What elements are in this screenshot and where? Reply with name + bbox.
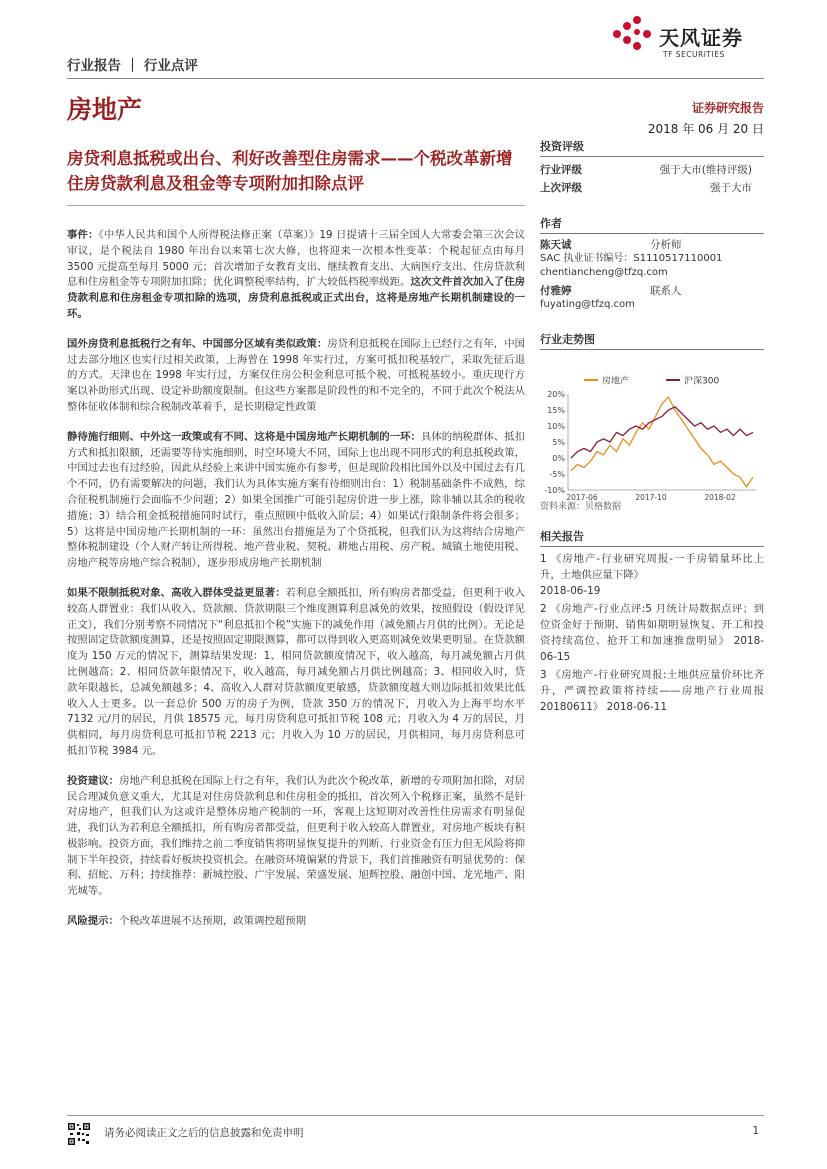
footer-divider: [67, 1115, 764, 1116]
brand-logo: [607, 12, 767, 74]
prev-rating-label: 上次评级: [540, 182, 582, 194]
report-type: 行业报告 ｜ 行业点评: [67, 58, 198, 74]
report-kind: 证券研究报告: [691, 101, 764, 115]
para-lead: 如果不限制抵税对象、高收入群体受益更显著：: [67, 586, 286, 599]
y-tick-label: 20%: [547, 390, 565, 399]
y-tick-label: 0%: [552, 454, 565, 463]
trend-chart: [540, 354, 764, 504]
paragraph-awaiting: [67, 430, 525, 572]
disclaimer: 请务必阅读正文之后的信息披露和免责申明: [104, 1127, 304, 1139]
author-role: 联系人: [650, 285, 682, 297]
qr-code-icon: [67, 1122, 91, 1146]
author-name: 付雅婷: [540, 285, 572, 297]
para-lead: 国外房贷利息抵税行之有年、中国部分区域有类似政策：: [67, 337, 328, 350]
author-1: [540, 238, 764, 280]
related-report-date: 2018-06-11: [606, 701, 667, 713]
para-lead: 风险提示：: [67, 915, 119, 928]
report-date: 2018 年 06 月 20 日: [647, 122, 764, 136]
author-email[interactable]: fuyating@tfzq.com: [540, 299, 635, 310]
prev-rating-value: 强于大市: [710, 182, 752, 194]
report-title: 房贷利息抵税或出台、利好改善型住房需求——个税改革新增住房贷款利息及租金等专项附加扣除点评: [67, 149, 513, 193]
chart-head: 行业走势图: [540, 331, 764, 350]
legend-label: 房地产: [602, 376, 630, 387]
author-name: 陈天诚: [540, 239, 572, 251]
para-text: 个税改革进展不达预期，政策调控超预期: [118, 915, 306, 928]
related-report-item[interactable]: [540, 551, 764, 599]
para-text: 具体的纳税群体、抵扣方式和抵扣限额，还需要等待实施细则，时空环境大不同，国际上也出现不同形式的利息抵税政策，中国过去也有过经验，因此从经验上来讲中国实施亦有参考，但是现阶段相比国外以及中国过去有几个不同，仍有需要解决的问题，我们认为具体实施方案有待细则出台：1）税制基础条件不成熟，综合征税机制施行会面临不少问题；2）如果全国推广可能引起房价进一步上涨，除非辅以其余的税收措施；3）结合租金抵税措施同时试行，重点照顾中低收入阶层；4）如果试行限制条件将会很多；5）这将是中国房地产长期机制的一环：虽然出台措施是为了个贷抵税，但我们认为这将结合房地产整体税制建设（个人财产转让所得税、地产营业税、契税、耕地占用税、房产税、城镇土地使用税、房地产税等房地产综合税制），逐步形成房地产长期机制: [67, 430, 525, 570]
para-text: 若利息全额抵扣，所有购房者都受益，但更利于收入较高人群置业：我们从收入、贷款额、贷款期限三个维度测算利息减免的效果，按照假设（假设详见正文），我们分别考察不同情况下“利息抵扣个税”实施下的减免作用（减免额占月供的比例）。无论是按照固定贷款额度测算，还是按照固定期限测算，都可以得到收入更高则减免效果更明显。在贷款额度为 150 万元的情况下，测算结果发现：1、相同贷款额度情况下，收入越高，每月减免额占月供比例越高；2、相同贷款年限情况下，收入越高，每月减免额占月供比例越高；3、相同收入时，贷款年限越长，总减免额越多；4、高收入人群对贷款额度更敏感，贷款额度越大则边际抵扣效果比低收入人士更多。以一套总价 500 万的房子为例，贷款 350 万的情况下，月收入为上海平均水平 7132 元/月的居民，月供 18575 元，每月房贷利息可抵扣节税 108 元；月收入为 4 万的居民，月供相同，每月房贷利息可抵扣节税 2213 元；月收入为 10 万的居民，月供相同，每月房贷利息可抵扣节税 3984 元。: [67, 586, 526, 757]
y-tick-label: -10%: [544, 486, 565, 495]
authors-panel: [540, 215, 764, 316]
industry-rating-value: 强于大市(维持评级): [659, 164, 752, 176]
y-tick-label: 15%: [547, 406, 565, 415]
related-report-item[interactable]: [540, 601, 764, 665]
title-divider: [67, 205, 525, 206]
sector-title: 房地产: [67, 95, 143, 124]
prev-rating-row: [540, 179, 764, 197]
related-reports-panel: [540, 528, 764, 717]
trend-chart-panel: [540, 331, 764, 508]
para-text: 房地产利息抵税在国际上行之有年，我们认为此次个税改革，新增的专项附加扣除，对居民合理减负意义重大，尤其是对住房贷款利息和住房租金的抵扣，首次列入个税修正案，虽然不是针对房地产，但我们认为这或许是整体房地产税制的一环，客观上这短期对改善性住房需求有明显促进，我们认为若利息全额抵扣，所有购房者都受益，但更利于收入较高人群置业，对房地产板块有积极影响。投资方面，我们维持之前二季度销售将明显恢复提升的判断、行业资金有压力但无风险将抑制下半年投资，持续看好板块投资机会。在融资环境偏紧的背景下，我们首推融资有明显优势的：保利、招蛇、万科；持续推荐：新城控股、广宇发展、荣盛发展、旭辉控股、融创中国、龙光地产、阳光城等。: [67, 774, 526, 898]
industry-rating-label: 行业评级: [540, 164, 582, 176]
paragraph-event: [67, 228, 525, 323]
para-lead: 静待施行细则、中外这一政策或有不同、这将是中国房地产长期机制的一环：: [67, 430, 421, 443]
rating-panel: [540, 138, 764, 197]
para-lead: 事件：: [67, 229, 99, 241]
para-lead: 投资建议：: [67, 774, 120, 787]
para-highlight: 这次文件首次加入了住房贷款利息和住房租金专项扣除的选项，房贷利息抵税或正式出台，这将是房地产长期机制建设的一环。: [67, 276, 526, 320]
related-head: 相关报告: [540, 528, 764, 547]
industry-rating-row: [540, 161, 764, 179]
paragraph-investment: [67, 774, 525, 900]
related-report-title: 2 《房地产-行业点评:5 月统计局数据点评；到位资金好于预期、销售如期明显恢复、开工和投资持续高位、抢开工和加速推盘明显》: [540, 603, 764, 647]
related-report-date: 2018-06-19: [540, 585, 601, 597]
author-role: 分析师: [650, 239, 682, 251]
author-2: [540, 284, 764, 312]
top-divider: [67, 78, 764, 79]
para-text: 《中华人民共和国个人所得税法修正案（草案）》19 日提请十三届全国人大常委会第三次会议审议，是个税法自 1980 年出台以来第七次大修，也将迎来一次根本性变革：个税起征点由每月 3500 元提高至每月 5000 元；首次增加子女教育支出、继续教育支出、大病医疗支出、住房贷款利息和住房租金等专项附加扣除；优化调整税率结构，扩大较低档税率级距。: [67, 229, 526, 289]
authors-head: 作者: [540, 215, 764, 234]
y-tick-label: 10%: [547, 422, 565, 431]
tf-logo-icon: [607, 12, 655, 60]
y-tick-label: -5%: [549, 470, 565, 479]
brand-en: TF SECURITIES: [663, 50, 725, 59]
related-report-date: 2018-06-15: [540, 635, 764, 663]
chart-source: 资料来源：贝格数据: [540, 502, 622, 512]
paragraph-high-income: [67, 586, 525, 760]
brand-name: 天风证券: [659, 26, 743, 50]
main-body: [67, 228, 525, 944]
legend-label: 沪深300: [684, 376, 720, 387]
related-report-title: 3 《房地产-行业研究周报:土地供应量价环比齐升，严调控政策将持续——房地产行业周报 20180611》: [540, 669, 764, 713]
page-number: 1: [752, 1125, 759, 1137]
series-line: [571, 407, 753, 458]
y-tick-label: 5%: [552, 438, 565, 447]
related-report-item[interactable]: [540, 667, 764, 715]
para-text: 房贷利息抵税在国际上已经行之有年，中国过去部分地区也实行过相关政策，上海曾在 1998 年实行过，方案可抵扣税基较广，采取先征后退的方式。天津也在 1998 年实行过，方案仅住房公积金利息可抵个税、可抵税基较小。重庆现行方案以补助形式出现、设定补助额度限制。但这些方案都是阶段性的和不完全的，不同于此次个税法从整体征收体制和综合税制改革着手，是长期稳定性政策: [67, 337, 526, 413]
paragraph-risk: [67, 914, 525, 930]
related-report-title: 1 《房地产-行业研究周报-一手房销量环比上升，土地供应量下降》: [540, 553, 764, 581]
author-email[interactable]: chentiancheng@tfzq.com: [540, 267, 668, 278]
x-tick-label: 2018-02: [704, 493, 736, 502]
x-tick-label: 2017-10: [635, 493, 667, 502]
author-cert: SAC 执业证书编号：S1110517110001: [540, 253, 723, 264]
x-tick-label: 2017-06: [566, 493, 598, 502]
rating-head: 投资评级: [540, 138, 764, 157]
paragraph-foreign: [67, 337, 525, 416]
